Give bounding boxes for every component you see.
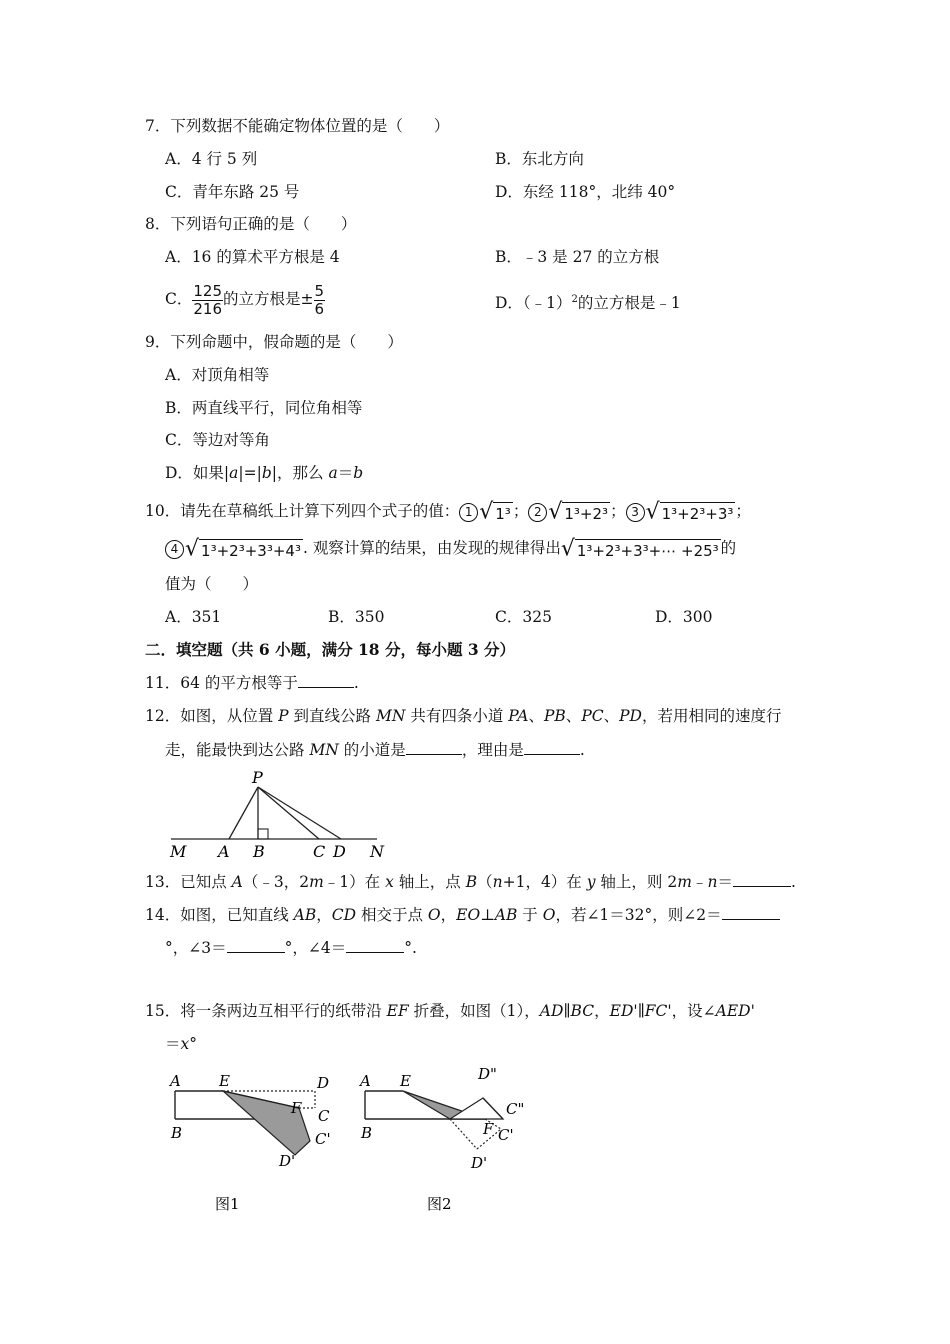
answer-blank bbox=[406, 740, 462, 755]
q15-line2: ＝x° bbox=[165, 1035, 198, 1053]
q10-option-b: B．350 bbox=[328, 608, 385, 626]
answer-blank bbox=[346, 938, 404, 953]
q9-option-c: C．等边对等角 bbox=[165, 431, 270, 449]
point-label-d: D bbox=[333, 842, 346, 861]
q15-figures bbox=[165, 1064, 535, 1216]
fig1-label-c: C bbox=[318, 1107, 330, 1125]
fig2-label-b: B bbox=[361, 1124, 373, 1142]
fig1-caption: 图1 bbox=[215, 1195, 240, 1213]
fraction-125-216: $\frac{125}{216}$ bbox=[193, 281, 223, 318]
circled-number-2: 2 bbox=[528, 503, 547, 522]
q9-option-b: B．两直线平行，同位角相等 bbox=[165, 399, 363, 417]
q15-figure-2 bbox=[358, 1065, 524, 1213]
answer-blank bbox=[722, 905, 780, 920]
q15-line1: 15．将一条两边互相平行的纸带沿 EF 折叠，如图（1），AD∥BC，ED'∥FC'，设∠AED' bbox=[145, 1002, 755, 1020]
q13: 13．已知点 A（﹣3，2m﹣1）在 x 轴上，点 B（n+1，4）在 y 轴上，则 2m﹣n＝ . bbox=[145, 873, 796, 891]
sqrt-expr-4: √ 1³+2³+3³+4³ bbox=[185, 536, 301, 562]
q8-option-a: A．16 的算术平方根是 4 bbox=[165, 248, 340, 266]
answer-blank bbox=[227, 938, 285, 953]
fig2-label-d-prime: D' bbox=[471, 1154, 488, 1172]
q12-line1: 12．如图，从位置 P 到直线公路 MN 共有四条小道 PA、PB、PC、PD，若用相同的速度行 bbox=[145, 707, 782, 725]
q9-option-a: A．对顶角相等 bbox=[165, 366, 270, 384]
q11: 11．64 的平方根等于 . bbox=[145, 674, 359, 692]
circled-number-1: 1 bbox=[459, 503, 478, 522]
fig2-label-c-prime: C' bbox=[498, 1126, 514, 1144]
q14-line2: °，∠3＝ °，∠4＝ °. bbox=[165, 939, 417, 957]
q12-line2: 走，能最快到达公路 MN 的小道是 ，理由是 . bbox=[165, 741, 585, 759]
fig1-label-f: F bbox=[291, 1099, 302, 1117]
point-label-a: A bbox=[218, 842, 230, 861]
q12-figure bbox=[165, 765, 385, 863]
sqrt-expr-1: √ 1³ bbox=[479, 499, 511, 525]
q10-option-c: C．325 bbox=[495, 608, 552, 626]
fig2-label-a: A bbox=[360, 1072, 371, 1090]
fig1-label-e: E bbox=[219, 1072, 230, 1090]
q15-figure-1 bbox=[168, 1072, 331, 1213]
fraction-5-6: $\frac{5}{6}$ bbox=[314, 281, 325, 318]
fig2-label-e: E bbox=[400, 1072, 411, 1090]
q14-line1: 14．如图，已知直线 AB，CD 相交于点 O，EO⊥AB 于 O，若∠1＝32°，则∠2＝ bbox=[145, 905, 780, 925]
point-label-c: C bbox=[313, 842, 326, 861]
fig2-caption: 图2 bbox=[427, 1195, 452, 1213]
q10-line2: 4 √ 1³+2³+3³+4³ . 观察计算的结果，由发现的规律得出√ 1³+2³+3³+⋯ +25³ 的 bbox=[165, 534, 736, 563]
q7-option-b: B．东北方向 bbox=[495, 150, 584, 168]
fig1-label-d: D bbox=[317, 1074, 330, 1092]
point-label-p: P bbox=[252, 768, 263, 787]
q7-option-c: C．青年东路 25 号 bbox=[165, 183, 300, 201]
circled-number-3: 3 bbox=[626, 503, 645, 522]
fig1-label-d-prime: D' bbox=[279, 1152, 296, 1170]
q9-option-d: D．如果|a|=|b|，那么 a＝b bbox=[165, 464, 364, 482]
q10-option-a: A．351 bbox=[165, 608, 222, 626]
sqrt-expr-sum: √ 1³+2³+3³+⋯ +25³ bbox=[560, 536, 719, 562]
sqrt-expr-2: √ 1³+2³ bbox=[548, 499, 609, 525]
circled-number-4: 4 bbox=[165, 540, 184, 559]
point-label-m: M bbox=[170, 842, 187, 861]
q7-option-d: D．东经 118°，北纬 40° bbox=[495, 183, 676, 201]
q10-line3: 值为（ ） bbox=[165, 575, 259, 593]
answer-blank bbox=[733, 872, 791, 887]
q8-option-c: C． $\frac{125}{216}$ 的立方根是± $\frac{5}{6}$ bbox=[165, 281, 325, 318]
fig1-label-b: B bbox=[171, 1124, 183, 1142]
fig2-label-d-double-prime: D" bbox=[478, 1065, 497, 1083]
point-label-n: N bbox=[370, 842, 384, 861]
fig2-label-c-double-prime: C" bbox=[506, 1100, 525, 1118]
sqrt-expr-3: √ 1³+2³+3³ bbox=[645, 499, 734, 525]
q7-option-a: A．4 行 5 列 bbox=[165, 150, 258, 168]
fig1-label-c-prime: C' bbox=[315, 1130, 331, 1148]
q8-option-b: B．﹣3 是 27 的立方根 bbox=[495, 248, 660, 266]
answer-blank bbox=[524, 740, 580, 755]
fig2-label-f: F bbox=[483, 1120, 494, 1138]
q7-stem: 7．下列数据不能确定物体位置的是（ ） bbox=[145, 117, 450, 135]
q9-stem: 9．下列命题中，假命题的是（ ） bbox=[145, 333, 403, 351]
q8-option-d: D．（﹣1）$^2$的立方根是﹣1 bbox=[495, 294, 681, 313]
fig1-label-a: A bbox=[170, 1072, 181, 1090]
answer-blank bbox=[298, 673, 354, 688]
section-heading: 二．填空题（共 6 小题，满分 18 分，每小题 3 分） bbox=[145, 640, 516, 659]
point-label-b: B bbox=[253, 842, 265, 861]
q10-line1: 10．请先在草稿纸上计算下列四个式子的值： 1 √ 1³ ； 2 √ 1³+2³ ； 3 √ 1³+2³+3³ ； bbox=[145, 499, 751, 525]
q8-stem: 8．下列语句正确的是（ ） bbox=[145, 215, 357, 233]
q10-option-d: D．300 bbox=[655, 608, 713, 626]
